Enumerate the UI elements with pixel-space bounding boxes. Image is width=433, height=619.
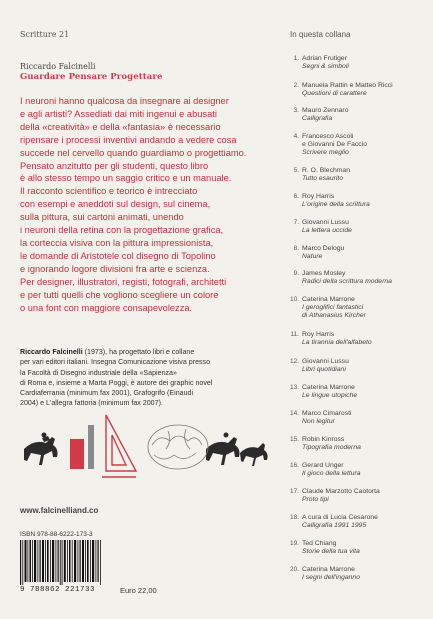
blurb-line: le domande di Aristotele col disegno di Topolino [20, 250, 216, 261]
barcode [20, 540, 102, 585]
blurb-line: Per designer, illustratori, registi, fotografi, architetti [20, 276, 227, 287]
price-label: Euro 22,00 [120, 586, 157, 595]
blurb-line: I neuroni hanno qualcosa da insegnare ai designer [20, 96, 229, 106]
blurb-line: e per tutti quelli che vogliono scegliere un colore [20, 289, 219, 300]
book-author: Riccardo Falcinelli [20, 62, 96, 71]
blurb-line: Pensato anzitutto per gli studenti, questo libro [20, 160, 209, 171]
isbn-label: ISBN 978-88-6222-173-3 [20, 531, 93, 538]
website-link[interactable]: www.falcinelliand.co [20, 506, 99, 515]
bio-line: di Roma e, insieme a Marta Poggi, è autore dei graphic novel [20, 378, 213, 387]
bio-line: Cardiaferrania (minimum fax 2001), Grafogrifo (Einaudi [20, 389, 194, 398]
blurb-line: sulla pittura, sui cartoni animati, unendo [20, 212, 184, 223]
blurb-line: e agli artisti? Assediati dai miti ingenui e abusati [20, 108, 217, 119]
illustrations-strip [18, 405, 278, 495]
bio-line: per vari editori italiani. Insegna Comunicazione visiva presso [20, 358, 211, 367]
blurb-line: della «creatività» e della «fantasia» è necessario [20, 121, 221, 132]
horse-rider-icon [206, 433, 240, 466]
blurb-line: e ignorando logore divisioni fra arte e scienza. [20, 263, 210, 274]
blurb-line: o una font con maggiore consapevolezza. [20, 302, 193, 313]
barcode-digits: 9 788862 221733 [20, 586, 96, 594]
author-bio [20, 347, 282, 409]
series-label: Scritture 21 [20, 30, 70, 39]
blurb-line: succede nel cervello quando guardiamo o progettiamo. [20, 147, 247, 158]
blurb-line: la corteccia visiva con la pittura impressionista, [20, 237, 214, 248]
book-title: Guardare Pensare Progettare [20, 72, 163, 82]
horse-rider-icon [24, 433, 58, 466]
bio-line: 2004) e L'allegra fattoria (minimum fax 2007). [20, 399, 163, 408]
bio-line: Riccardo Falcinelli (1973), ha progettato libri e collane [20, 348, 195, 356]
blurb-line: Il racconto scientifico e teorico è intrecciato [20, 186, 198, 197]
blurb-line: è allo stesso tempo un saggio critico e un manuale. [20, 173, 232, 184]
blurb-line: con esempi e aneddoti sul design, sul cinema, [20, 199, 211, 210]
brain-icon [148, 425, 208, 469]
bio-line: la Facoltà di Disegno industriale della «Sapienza» [20, 368, 177, 377]
horse-rider-icon [240, 443, 268, 466]
triangle-icon [102, 415, 136, 477]
color-swatch-grey [88, 425, 94, 469]
blurb-line: ripensare i processi inventivi andando a vedere cosa [20, 134, 237, 145]
collection-heading: In questa collana [290, 30, 351, 39]
bio-author-name: Riccardo Falcinelli [20, 348, 83, 356]
color-swatch-red [70, 439, 84, 469]
blurb-line: i neuroni della retina con la progettazione grafica, [20, 225, 224, 236]
back-cover-blurb [20, 95, 282, 314]
